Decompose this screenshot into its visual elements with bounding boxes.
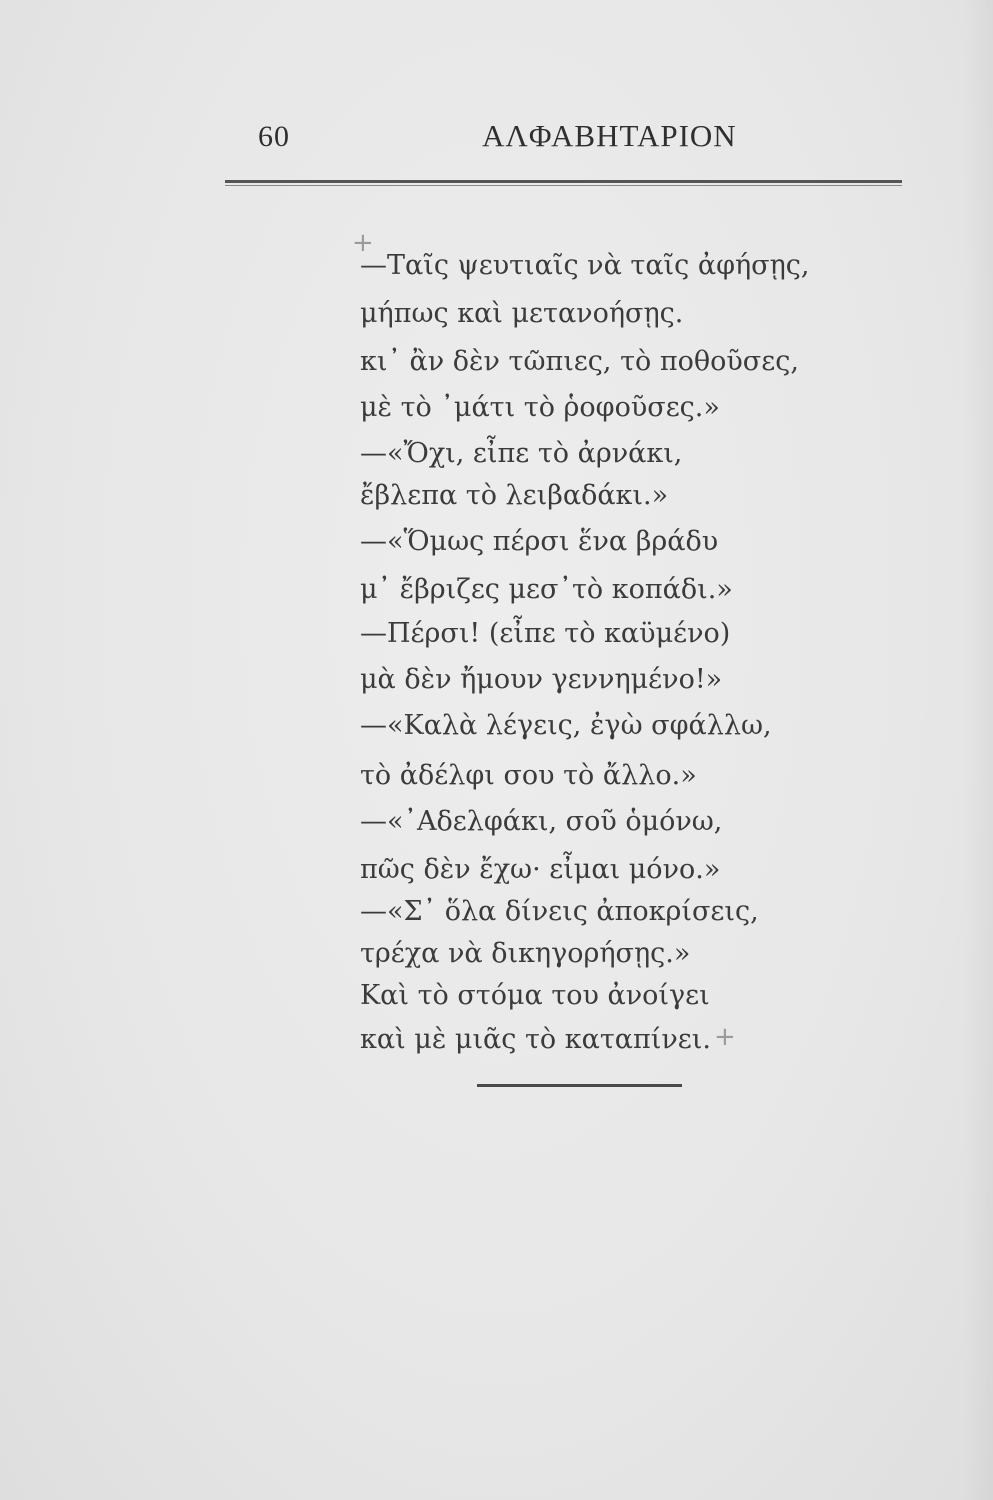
verse-line: —«Καλὰ λέγεις, ἐγὼ σφάλλω, bbox=[360, 710, 772, 741]
verse-line: —«Ὄχι, εἶπε τὸ ἀρνάκι, bbox=[360, 438, 683, 469]
page-number: 60 bbox=[258, 120, 290, 153]
page-edge-shadow bbox=[963, 0, 993, 1500]
header-rule-thin bbox=[225, 185, 902, 186]
verse-line: κι᾽ ἂν δὲν τῶπιες, τὸ ποθοῦσες, bbox=[360, 346, 799, 377]
verse-line: τρέχα νὰ δικηγορήσῃς.» bbox=[360, 938, 691, 969]
verse-line: —«Σ᾽ ὅλα δίνεις ἀποκρίσεις, bbox=[360, 896, 759, 927]
verse-line: μήπως καὶ μετανοήσῃς. bbox=[360, 298, 684, 329]
verse-line: —«᾽Αδελφάκι, σοῦ ὁμόνω, bbox=[360, 806, 723, 837]
verse-line: —Πέρσι! (εἶπε τὸ καϋμένο) bbox=[360, 618, 731, 649]
verse-line: μ᾽ ἔβριζες μεσ᾽τὸ κοπάδι.» bbox=[360, 574, 733, 605]
verse-line: Καὶ τὸ στόμα του ἀνοίγει bbox=[360, 980, 710, 1011]
pencil-cross-start-mark: + bbox=[352, 228, 374, 258]
verse-line: τὸ ἀδέλφι σου τὸ ἄλλο.» bbox=[360, 760, 697, 791]
running-head: ΑΛΦΑΒΗΤΑΡΙΟΝ bbox=[482, 118, 737, 153]
verse-line: —Ταῖς ψευτιαῖς νὰ ταῖς ἀφήσῃς, bbox=[360, 250, 810, 281]
verse-line: καὶ μὲ μιᾶς τὸ καταπίνει. bbox=[360, 1024, 711, 1055]
verse-line: —«Ὅμως πέρσι ἕνα βράδυ bbox=[360, 526, 719, 557]
verse-line: πῶς δὲν ἔχω· εἶμαι μόνο.» bbox=[360, 854, 721, 885]
end-rule bbox=[477, 1084, 682, 1087]
verse-line: μὰ δὲν ἤμουν γεννημένο!» bbox=[360, 664, 723, 695]
pencil-cross-end-mark: + bbox=[714, 1022, 736, 1052]
verse-line: ἔβλεπα τὸ λειβαδάκι.» bbox=[360, 480, 669, 511]
header-rule bbox=[225, 180, 902, 183]
verse-line: μὲ τὸ ᾽μάτι τὸ ῥοφοῦσες.» bbox=[360, 392, 720, 423]
